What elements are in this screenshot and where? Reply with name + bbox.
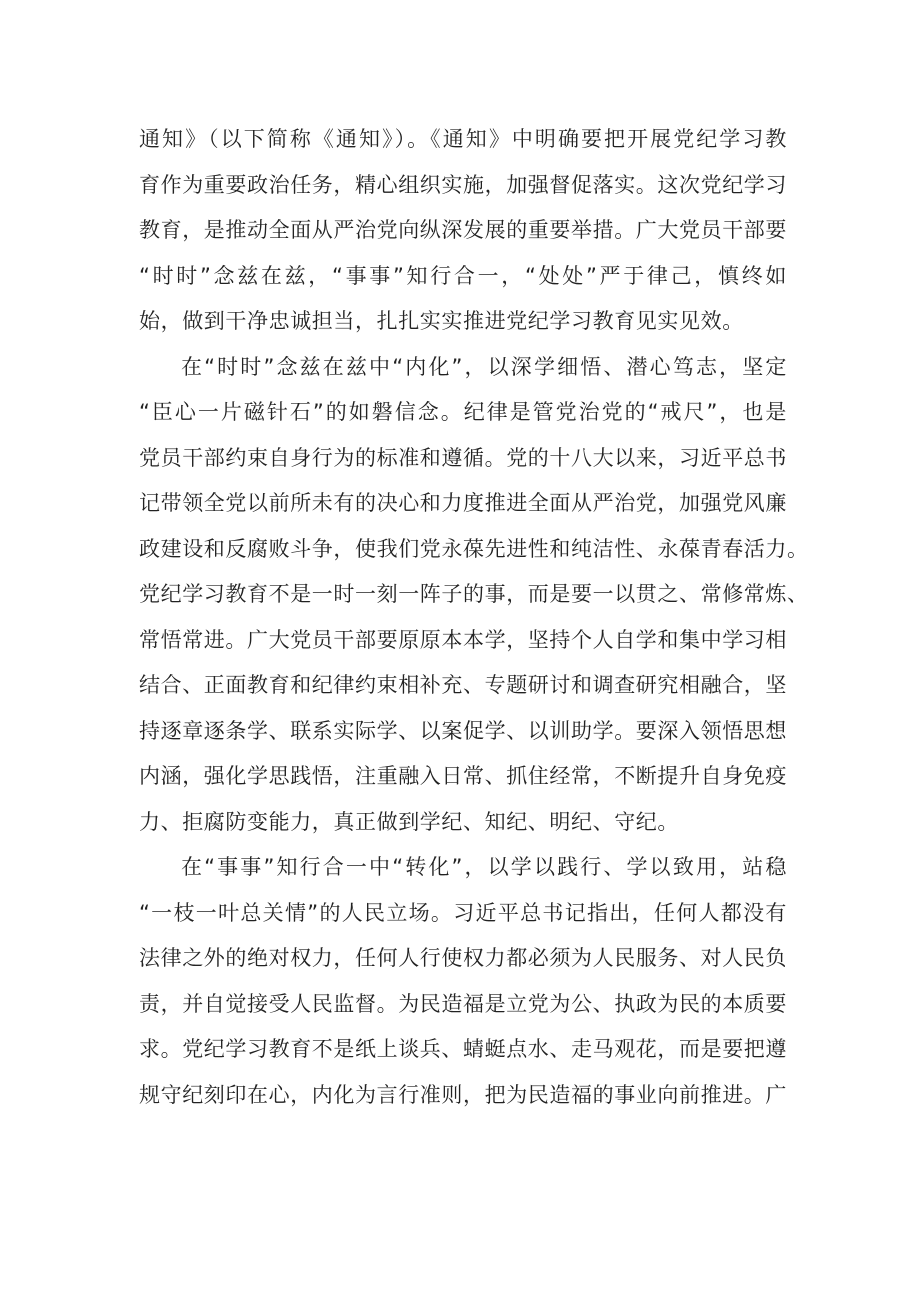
paragraph-line: 在“时时”念兹在兹中“内化”，以深学细悟、潜心笃志，坚定 [181, 354, 787, 379]
paragraph-3 [139, 845, 787, 1118]
paragraph-line: 常悟常进。广大党员干部要原原本本学，坚持个人自学和集中学习相 [139, 627, 787, 652]
paragraph-line: “一枝一叶总关情”的人民立场。习近平总书记指出，任何人都没有 [139, 900, 787, 925]
paragraph-line: 通知》（以下简称《通知》）。《通知》中明确要把开展党纪学习教 [139, 127, 787, 151]
paragraph-line: 政建设和反腐败斗争，使我们党永葆先进性和纯洁性、永葆青春活力。 [139, 536, 809, 561]
paragraph-line: 党员干部约束自身行为的标准和遵循。党的十八大以来，习近平总书 [139, 445, 787, 470]
paragraph-line: 始，做到干净忠诚担当，扎扎实实推进党纪学习教育见实见效。 [139, 309, 744, 333]
paragraph-line: 责，并自觉接受人民监督。为民造福是立党为公、执政为民的本质要 [139, 991, 787, 1016]
paragraph-line: “臣心一片磁针石”的如磐信念。纪律是管党治党的“戒尺”，也是 [139, 400, 787, 424]
paragraph-line: 内涵，强化学思践悟，注重融入日常、抓住经常，不断提升自身免疫 [139, 764, 787, 788]
paragraph-line: “时时”念兹在兹，“事事”知行合一，“处处”严于律己，慎终如 [139, 263, 787, 288]
paragraph-line: 持逐章逐条学、联系实际学、以案促学、以训助学。要深入领悟思想 [139, 718, 787, 743]
paragraph-line: 党纪学习教育不是一时一刻一阵子的事，而是要一以贯之、常修常炼、 [139, 582, 809, 606]
paragraph-line: 法律之外的绝对权力，任何人行使权力都必须为人民服务、对人民负 [139, 946, 787, 970]
paragraph-line: 规守纪刻印在心，内化为言行准则，把为民造福的事业向前推进。广 [139, 1082, 787, 1107]
document-body [139, 117, 809, 1118]
paragraph-line: 记带领全党以前所未有的决心和力度推进全面从严治党，加强党风廉 [139, 491, 787, 515]
paragraph-2 [139, 345, 809, 846]
paragraph-line: 在“事事”知行合一中“转化”，以学以践行、学以致用，站稳 [181, 855, 787, 879]
paragraph-line: 求。党纪学习教育不是纸上谈兵、蜻蜓点水、走马观花，而是要把遵 [139, 1037, 787, 1061]
paragraph-line: 结合、正面教育和纪律约束相补充、专题研讨和调查研究相融合，坚 [139, 673, 787, 697]
paragraph-line: 教育，是推动全面从严治党向纵深发展的重要举措。广大党员干部要 [139, 218, 787, 242]
paragraph-1 [139, 117, 787, 345]
paragraph-line: 育作为重要政治任务，精心组织实施，加强督促落实。这次党纪学习 [139, 172, 787, 197]
paragraph-line: 力、拒腐防变能力，真正做到学纪、知纪、明纪、守纪。 [139, 809, 679, 834]
